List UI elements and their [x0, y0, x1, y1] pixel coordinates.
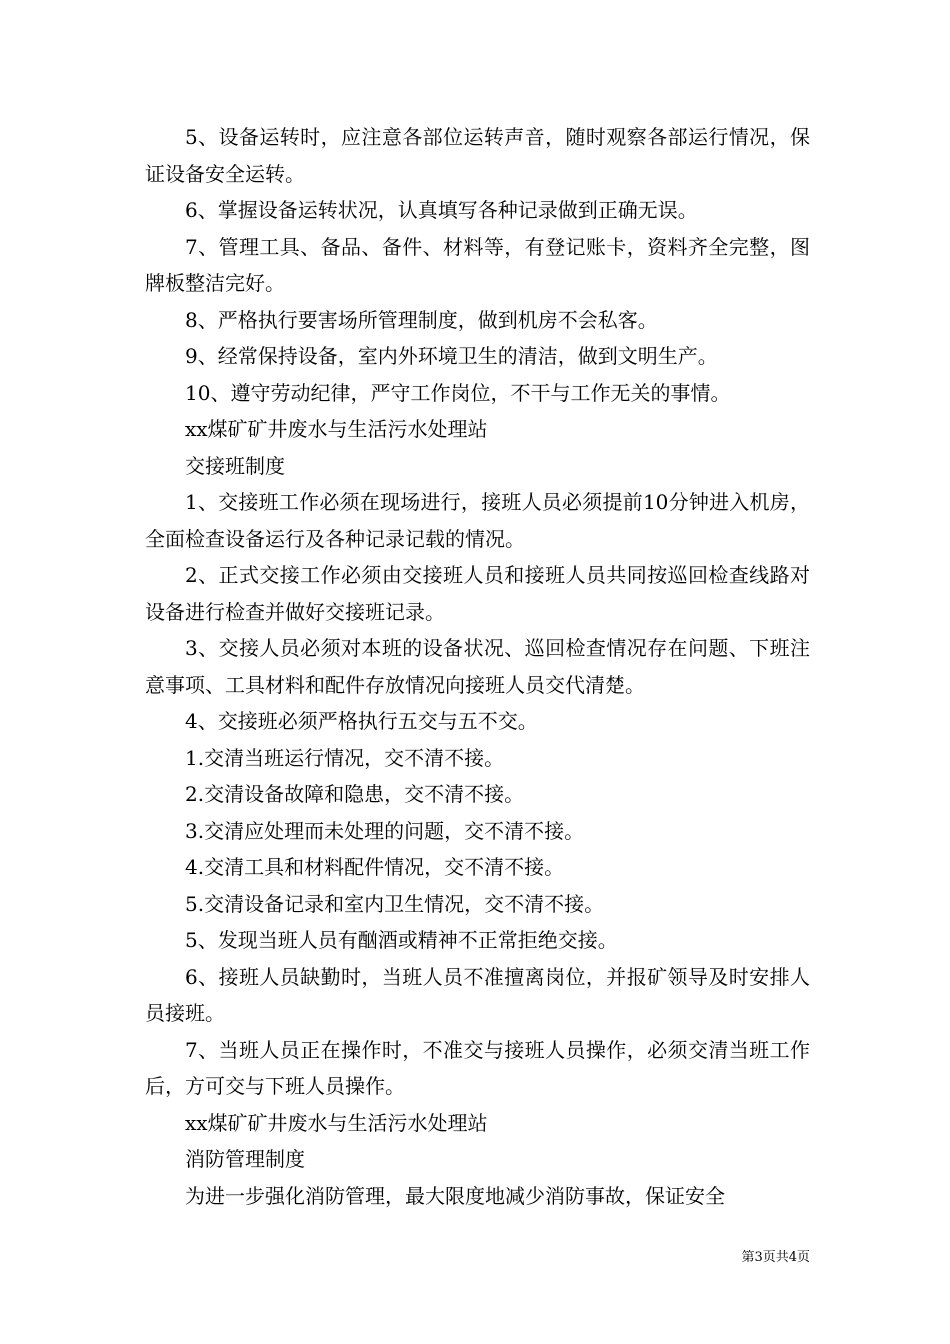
paragraph: 6、接班人员缺勤时，当班人员不准擅离岗位，并报矿领导及时安排人员接班。 [145, 964, 810, 1025]
paragraph: 7、当班人员正在操作时，不准交与接班人员操作，必须交清当班工作后，方可交与下班人员操作。 [145, 1037, 810, 1098]
section-heading: 消防管理制度 [185, 1147, 305, 1171]
paragraph: 9、经常保持设备，室内外环境卫生的清洁，做到文明生产。 [185, 344, 718, 368]
page-number-footer: 第3页共4页 [741, 1250, 810, 1265]
document-body [145, 119, 810, 1214]
section-organization: xx煤矿矿井废水与生活污水处理站 [185, 1110, 488, 1135]
list-item: 5.交清设备记录和室内卫生情况，交不清不接。 [185, 891, 605, 916]
paragraph: 4、交接班必须严格执行五交与五不交。 [185, 709, 538, 733]
paragraph: 为进一步强化消防管理，最大限度地减少消防事故，保证安全 [185, 1183, 725, 1208]
paragraph: 3、交接人员必须对本班的设备状况、巡回检查情况存在问题、下班注意事项、工具材料和配件存放情况向接班人员交代清楚。 [145, 636, 810, 697]
list-item: 4.交清工具和材料配件情况，交不清不接。 [185, 855, 565, 879]
list-item: 2.交清设备故障和隐患，交不清不接。 [185, 782, 525, 806]
list-item: 3.交清应处理而未处理的问题，交不清不接。 [185, 818, 585, 843]
list-item: 1.交清当班运行情况，交不清不接。 [185, 745, 505, 770]
paragraph: 5、发现当班人员有酗酒或精神不正常拒绝交接。 [185, 928, 618, 952]
paragraph: 5、设备运转时，应注意各部位运转声音，随时观察各部运行情况，保证设备安全运转。 [145, 125, 810, 186]
section-heading: 交接班制度 [185, 453, 285, 478]
paragraph: 2、正式交接工作必须由交接班人员和接班人员共同按巡回检查线路对设备进行检查并做好交接班记录。 [145, 563, 810, 624]
paragraph: 6、掌握设备运转状况，认真填写各种记录做到正确无误。 [185, 198, 698, 222]
paragraph: 7、管理工具、备品、备件、材料等，有登记账卡，资料齐全完整，图牌板整洁完好。 [145, 234, 810, 295]
paragraph: 1、交接班工作必须在现场进行，接班人员必须提前10分钟进入机房，全面检查设备运行及各种记录记载的情况。 [145, 490, 810, 551]
paragraph: 10、遵守劳动纪律，严守工作岗位，不干与工作无关的事情。 [185, 380, 731, 405]
section-organization: xx煤矿矿井废水与生活污水处理站 [185, 417, 488, 441]
paragraph: 8、严格执行要害场所管理制度，做到机房不会私客。 [185, 307, 658, 332]
